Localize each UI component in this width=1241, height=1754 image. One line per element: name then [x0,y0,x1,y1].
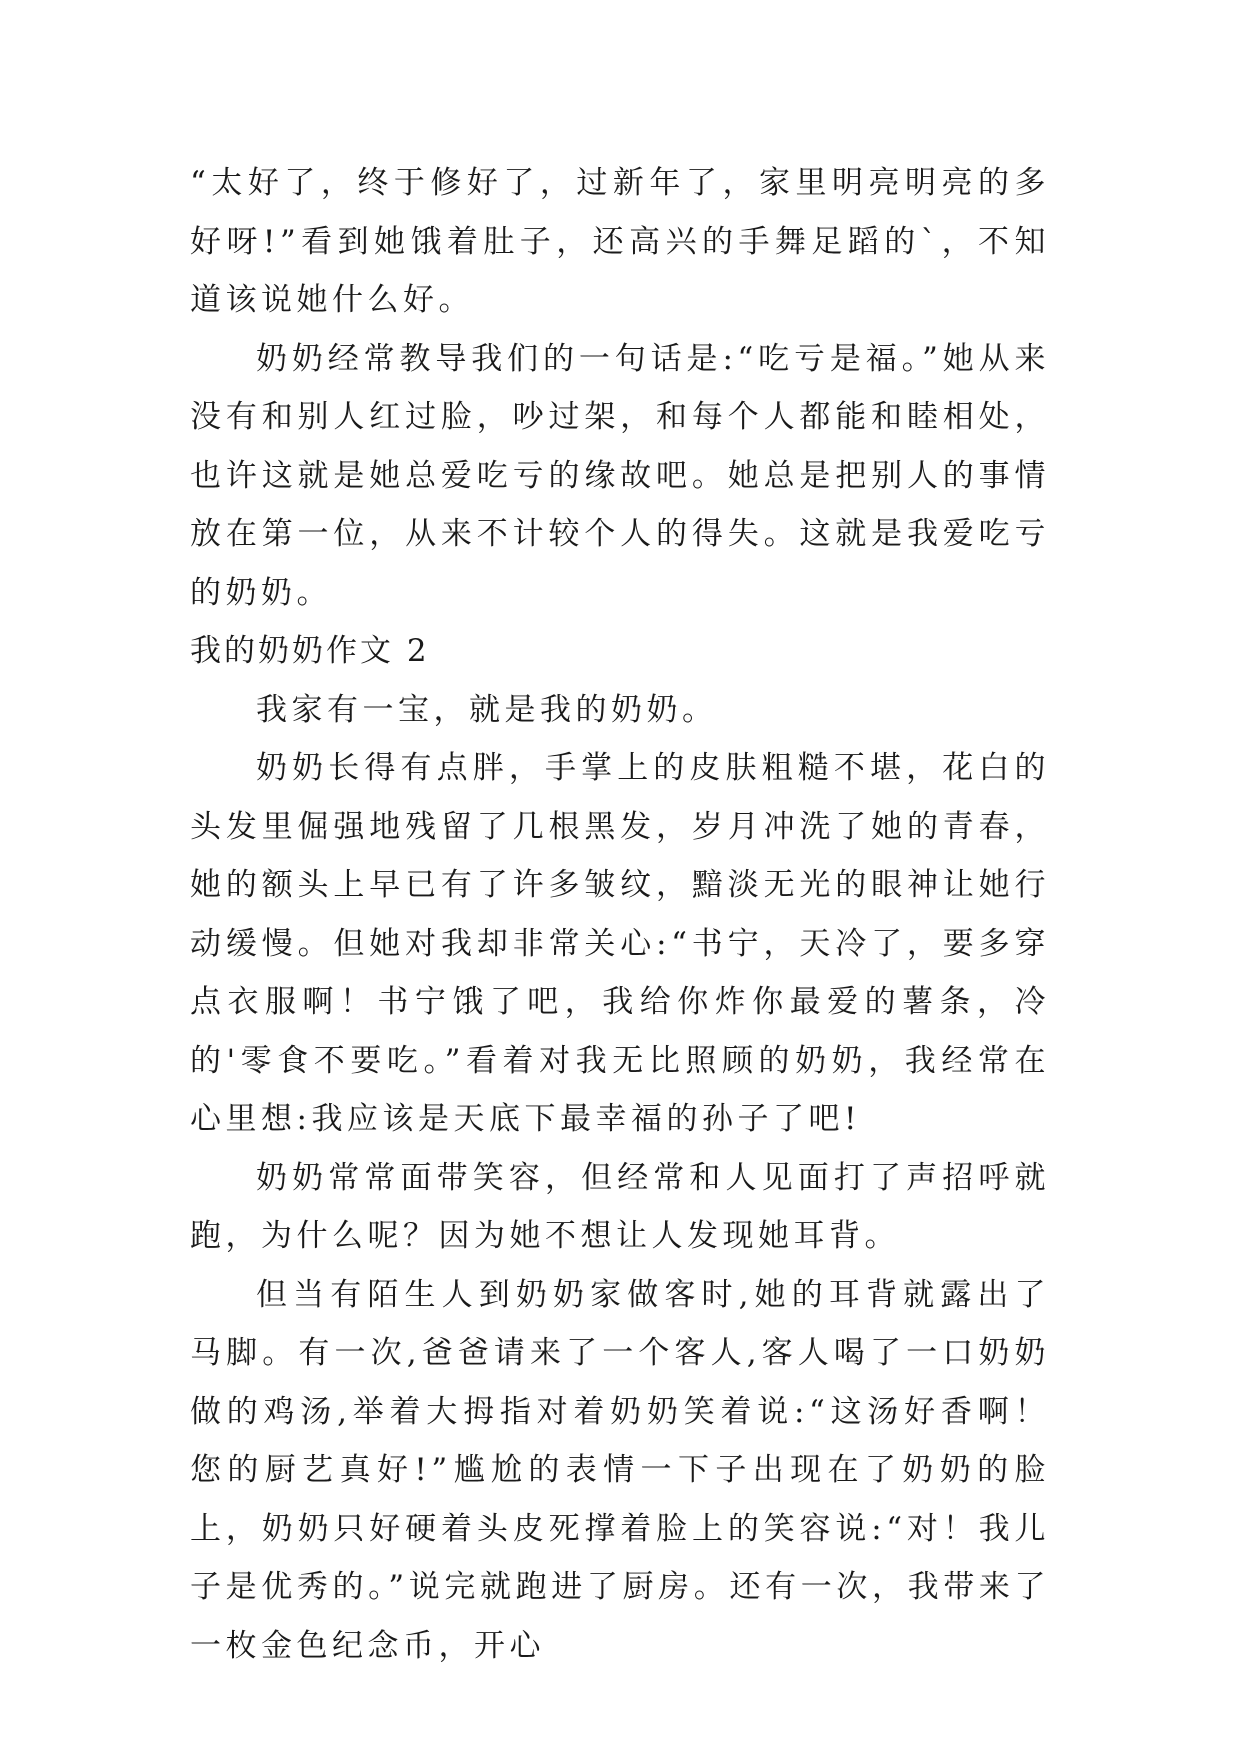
paragraph-grandma-smile: 奶奶常常面带笑容，但经常和人见面打了声招呼就跑，为什么呢？因为她不想让人发现她耳背。 [190,1159,1050,1254]
essay-heading: 我的奶奶作文 2 [190,633,430,669]
paragraph-eat-loss-is-blessing: 奶奶经常教导我们的一句话是:“吃亏是福。”她从来没有和别人红过脸，吵过架，和每个人都能和睦相处，也许这就是她总爱吃亏的缘故吧。她总是把别人的事情放在第一位，从来不计较个人的得失。这就是我爱吃亏的奶奶。 [190,340,1050,611]
paragraph-family-treasure: 我家有一宝，就是我的奶奶。 [256,691,718,728]
paragraph-grandma-appearance: 奶奶长得有点胖，手掌上的皮肤粗糙不堪，花白的头发里倔强地残留了几根黑发，岁月冲洗了她的青春，她的额头上早已有了许多皱纹，黯淡无光的眼神让她行动缓慢。但她对我却非常关心:“书宁，天冷了，要多穿点衣服啊！书宁饿了吧，我给你炸你最爱的薯条，冷的'零食不要吃。”看着对我无比照顾的奶奶，我经常在心里想:我应该是天底下最幸福的孙子了吧! [190,750,1050,1137]
document-body [190,154,1050,1675]
paragraph-hard-of-hearing: 但当有陌生人到奶奶家做客时,她的耳背就露出了马脚。有一次,爸爸请来了一个客人,客人喝了一口奶奶做的鸡汤,举着大拇指对着奶奶笑着说:“这汤好香啊！您的厨艺真好!”尴尬的表情一下子出现在了奶奶的脸上，奶奶只好硬着头皮死撑着脸上的笑容说:“对！我儿子是优秀的。”说完就跑进了厨房。还有一次，我带来了一枚金色纪念币，开心 [190,1276,1050,1664]
paragraph-continued-quote: “太好了，终于修好了，过新年了，家里明亮明亮的多好呀!”看到她饿着肚子，还高兴的手舞足蹈的`，不知道该说她什么好。 [190,165,1050,318]
